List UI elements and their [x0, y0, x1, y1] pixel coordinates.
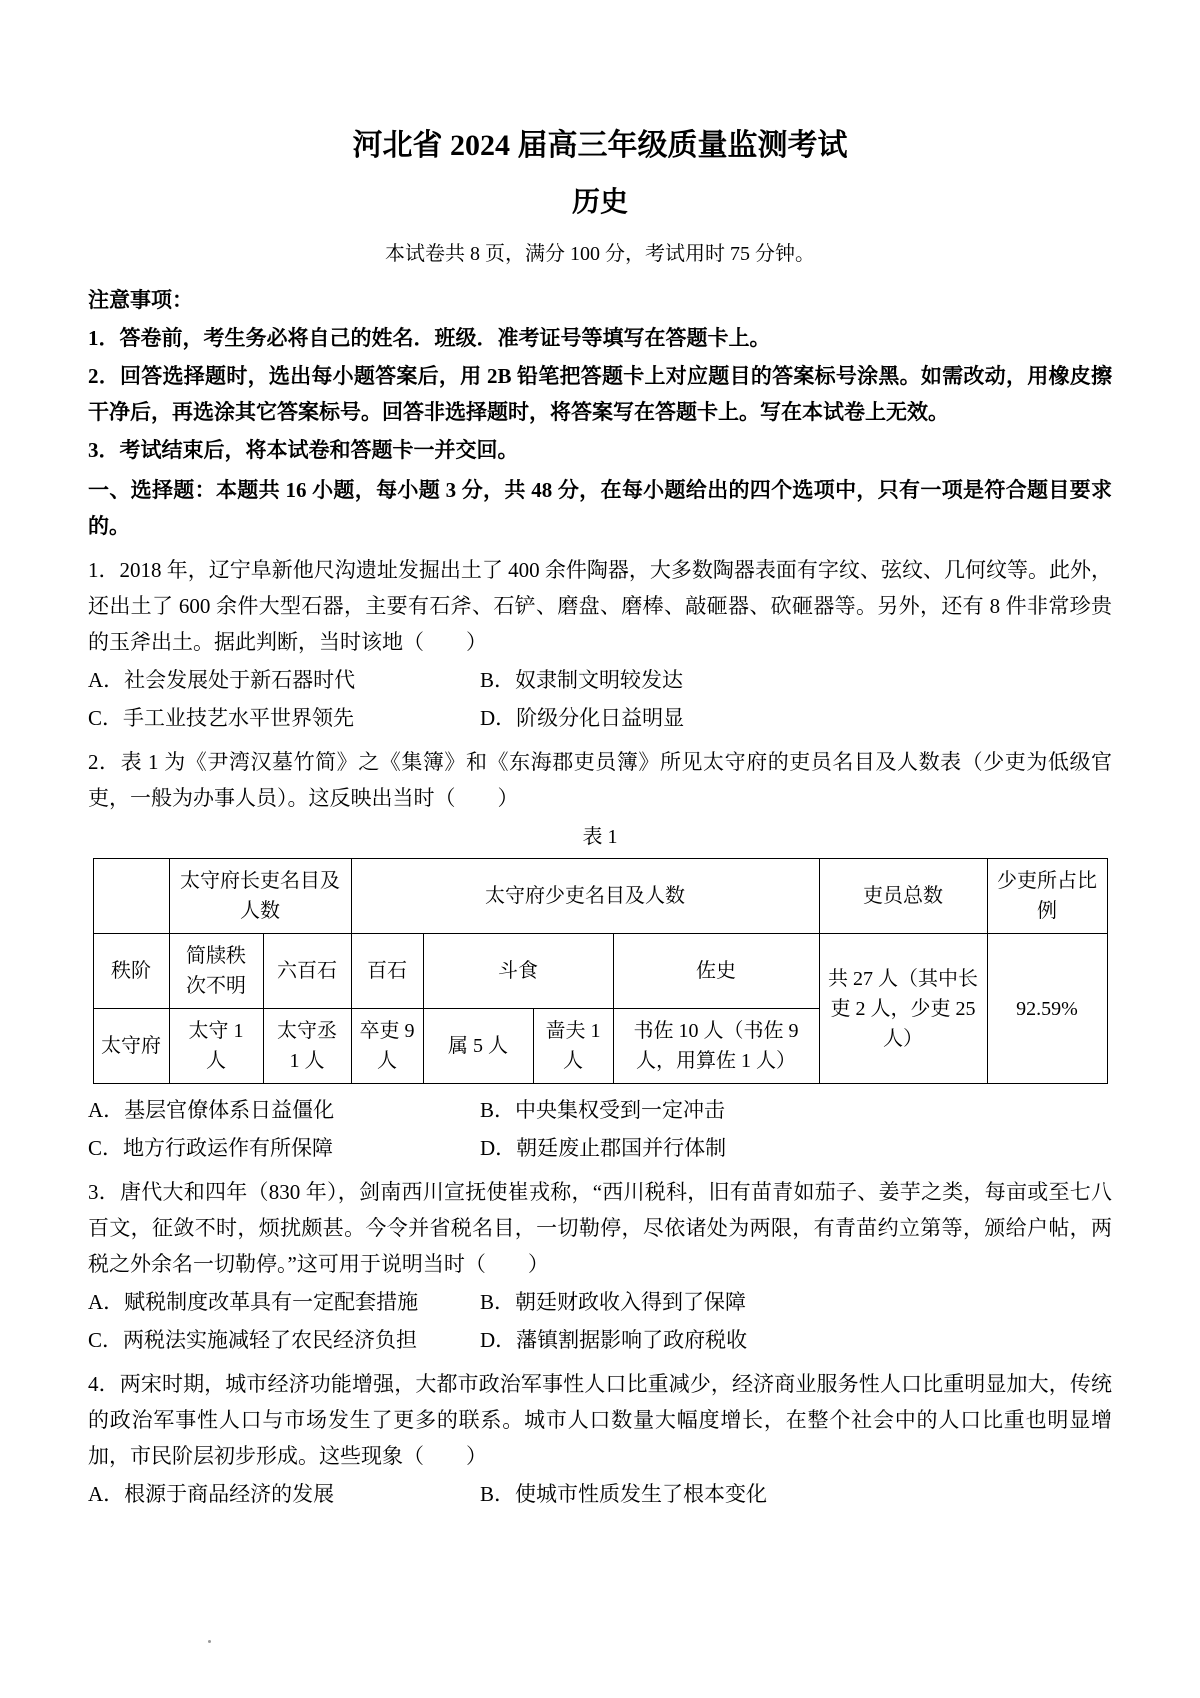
table-cell-changli-header: 太守府长吏名目及人数 — [169, 859, 351, 934]
notice-item-1: 1．答卷前，考生务必将自己的姓名．班级．准考证号等填写在答题卡上。 — [88, 326, 771, 350]
table-cell-fu-5: 啬夫 1 人 — [533, 1009, 613, 1084]
table-cell-total-header: 吏员总数 — [819, 859, 987, 934]
notice-heading: 注意事项： — [88, 288, 193, 312]
table-cell-fu-3: 卒吏 9 人 — [351, 1009, 423, 1084]
question-2-options-row-1 — [88, 1092, 1112, 1128]
question-3-option-d: D．藩镇割据影响了政府税收 — [480, 1328, 748, 1352]
question-4-option-a: A．根源于商品经济的发展 — [88, 1482, 335, 1506]
table-caption: 表 1 — [582, 826, 618, 848]
exam-info: 本试卷共 8 页，满分 100 分，考试用时 75 分钟。 — [385, 243, 815, 265]
question-3-option-b: B．朝廷财政收入得到了保障 — [480, 1290, 747, 1314]
table-cell-rank-2: 六百石 — [263, 934, 351, 1009]
question-4-option-b: B．使城市性质发生了根本变化 — [480, 1482, 768, 1506]
question-3-stem: 3．唐代大和四年（830 年），剑南西川宣抚使崔戎称，“西川税科，旧有苗青如茄子、姜芋之类，每亩或至七八百文，征敛不时，烦扰颇甚。今令并省税名目，一切勒停，尽依诸处为两限，有青苗约立第等，颁给户帖，两税之外余名一切勒停。”这可用于说明当时（ ） — [88, 1180, 1112, 1276]
question-1-option-a: A．社会发展处于新石器时代 — [88, 668, 356, 692]
question-2-option-a: A．基层官僚体系日益僵化 — [88, 1098, 335, 1122]
question-2-option-d: D．朝廷废止郡国并行体制 — [480, 1136, 727, 1160]
question-1-stem: 1．2018 年，辽宁阜新他尺沟遗址发掘出土了 400 余件陶器，大多数陶器表面有字纹、弦纹、几何纹等。此外，还出土了 600 余件大型石器，主要有石斧、石铲、磨盘、磨棒、敲砸器、砍砸器等。另外，还有 8 件非常珍贵的玉斧出土。据此判断，当时该地（ ） — [88, 558, 1112, 654]
question-2-option-b: B．中央集权受到一定冲击 — [480, 1098, 726, 1122]
table-rank-row — [93, 934, 1107, 1009]
question-3-options-row-1 — [88, 1284, 1112, 1320]
question-1-options-row-1 — [88, 662, 1112, 698]
table-cell-fu-label: 太守府 — [93, 1009, 169, 1084]
table-cell-fu-6: 书佐 10 人（书佐 9 人，用算佐 1 人） — [613, 1009, 819, 1084]
question-3-option-a: A．赋税制度改革具有一定配套措施 — [88, 1290, 419, 1314]
scan-dot-artifact — [208, 1640, 211, 1643]
officials-table — [93, 858, 1108, 1084]
table-cell-rank-3: 百石 — [351, 934, 423, 1009]
section-heading: 一、选择题：本题共 16 小题，每小题 3 分，共 48 分，在每小题给出的四个选项中，只有一项是符合题目要求的。 — [88, 478, 1112, 538]
question-1-option-b: B．奴隶制文明较发达 — [480, 668, 684, 692]
question-1-option-c: C．手工业技艺水平世界领先 — [88, 706, 355, 730]
exam-subject: 历史 — [571, 187, 628, 218]
table-cell-shaoli-header: 太守府少吏名目及人数 — [351, 859, 819, 934]
table-cell-fu-2: 太守丞 1 人 — [263, 1009, 351, 1084]
question-4-options-row-1 — [88, 1476, 1112, 1512]
question-2-option-c: C．地方行政运作有所保障 — [88, 1136, 334, 1160]
question-2-options-row-2 — [88, 1130, 1112, 1166]
question-4-stem: 4．两宋时期，城市经济功能增强，大都市政治军事性人口比重减少，经济商业服务性人口比重明显加大，传统的政治军事性人口与市场发生了更多的联系。城市人口数量大幅度增长，在整个社会中的人口比重也明显增加，市民阶层初步形成。这些现象（ ） — [88, 1372, 1112, 1468]
question-3-options-row-2 — [88, 1322, 1112, 1358]
table-cell-fu-1: 太守 1 人 — [169, 1009, 263, 1084]
question-1-option-d: D．阶级分化日益明显 — [480, 706, 685, 730]
table-cell-rank-4: 斗食 — [423, 934, 613, 1009]
question-2-stem: 2．表 1 为《尹湾汉墓竹简》之《集簿》和《东海郡吏员簿》所见太守府的吏员名目及人数表（少吏为低级官吏，一般为办事人员）。这反映出当时（ ） — [88, 750, 1112, 810]
table-cell-rank-1: 简牍秩次不明 — [169, 934, 263, 1009]
table-cell-ratio-value: 92.59% — [987, 934, 1107, 1084]
exam-title: 河北省 2024 届高三年级质量监测考试 — [352, 129, 848, 162]
question-1-options-row-2 — [88, 700, 1112, 736]
table-cell-total-value: 共 27 人（其中长吏 2 人，少吏 25 人） — [819, 934, 987, 1084]
table-cell-fu-4: 属 5 人 — [423, 1009, 533, 1084]
table-header-row — [93, 859, 1107, 934]
notice-item-3: 3．考试结束后，将本试卷和答题卡一并交回。 — [88, 438, 519, 462]
table-cell-corner — [93, 859, 169, 934]
table-cell-rank-label: 秩阶 — [93, 934, 169, 1009]
table-cell-ratio-header: 少吏所占比例 — [987, 859, 1107, 934]
question-3-option-c: C．两税法实施减轻了农民经济负担 — [88, 1328, 418, 1352]
notice-item-2: 2．回答选择题时，选出每小题答案后，用 2B 铅笔把答题卡上对应题目的答案标号涂黑。如需改动，用橡皮擦干净后，再选涂其它答案标号。回答非选择题时，将答案写在答题卡上。写在本试卷上无效。 — [88, 364, 1112, 424]
table-cell-rank-5: 佐史 — [613, 934, 819, 1009]
